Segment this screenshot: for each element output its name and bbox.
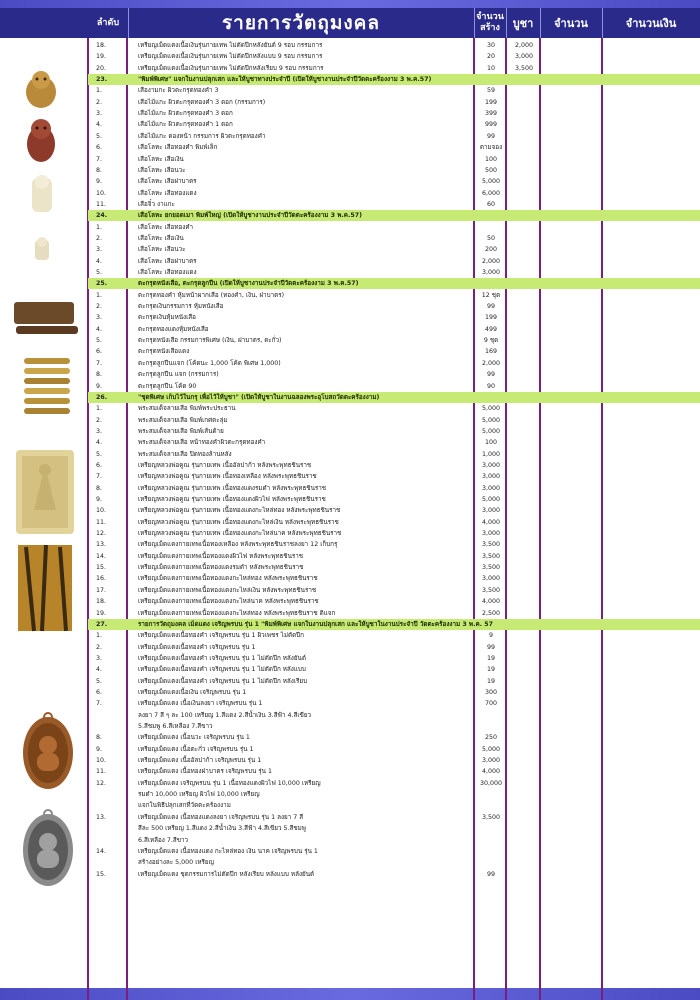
item-description: เหรียญเม็ดแตงเนื้อทองคำ เจริญพรบน รุ่น 1 ไม่ตัดปีก หลังแบบ [138,666,306,674]
item-number: 19. [96,53,107,61]
item-quantity: 3,000 [481,530,501,538]
item-quantity: 2,000 [481,359,501,367]
item-quantity: 2,500 [481,609,501,617]
item-number: 14. [96,847,107,855]
item-description: เสือโลหะ เสือฝาบาตร [138,178,197,186]
item-quantity: 90 [486,382,495,390]
item-description: ตะกรุดทองคำ หุ้มหน้าผากเสือ (ทองคำ, เงิน, ฝาบาตร) [138,291,285,299]
table-row [88,528,700,539]
item-quantity: 19 [486,677,495,685]
item-quantity: 199 [484,314,498,322]
item-number: 13. [96,541,107,549]
item-description: เสือโลหะ เสือทองแดง [138,269,197,276]
item-number: 24. [96,212,108,220]
header-title: รายการวัตถุมงคล [128,8,475,38]
item-description: เหรียญเม็ดแตงเนื้อทองคำ เจริญพรบน รุ่น 1 [138,643,256,651]
item-number: 10. [96,189,107,197]
header-amount: จำนวนเงิน [625,16,677,30]
item-description: เหรียญเม็ดแตงกายเทพเนื้อทองแดงกะไหล่ทอง หลังพระพุทธชินราช ติแจก [138,609,336,617]
table-row [88,846,700,857]
item-description: เหรียญเม็ดแตงเนื้อทองคำ เจริญพรบน รุ่น 1 ผิวเพชร ไม่ตัดปีก [138,632,304,640]
table-row [88,710,700,721]
table-row [88,131,700,142]
table-row [88,119,700,130]
item-quantity: 3,000 [481,473,501,481]
item-description: เสือโลหะ เสือเงิน [138,155,184,163]
item-description: เหรียญเม็ดแตงกายเทพเนื้อทองแดงกะไหล่นาค หลังพระพุทธชินราช [138,598,319,606]
item-quantity: 9 [488,632,493,640]
item-description: ตะกรุดลูกปืนแจก (โค้ดนะ 1,000 โค้ด พิเศษ 1,000) [138,359,281,367]
item-number: 20. [96,64,107,72]
item-description: เหรียญเม็ดแตง เนื้อทองแดงลงยา เจริญพรบน รุ่น 1 ลงยา 7 สี [138,813,304,821]
item-description: เหรียญหลวงพ่อคูณ รุ่นกายเทพ เนื้อทองแดงรมดำ หลังพระพุทธชินราช [138,484,327,492]
table-row [88,800,700,811]
item-quantity: 499 [484,325,498,333]
table-row [88,596,700,607]
table-row [88,199,700,210]
item-description: พระสมเด็จลายเสือ ปิดทองล้านหลัง [138,450,232,458]
item-number: 2. [96,416,103,424]
item-number: 9. [96,496,103,503]
item-description: ตะกรุดเงินกรรมการ หุ้มหนังเสือ [138,303,224,311]
header-number: ลำดับ [88,8,129,38]
table-row [88,869,700,880]
item-number: 3. [96,314,103,322]
table-row [88,85,700,96]
table-row [88,483,700,494]
item-description: เสือไม้แกะ ผิวตะกรุดทองคำ 3 ดอก [138,110,233,118]
item-number: 23. [96,76,108,84]
table-row [88,369,700,380]
table-row [88,789,700,800]
item-description: เสือไม้แกะ ผิวตะกรุดทองคำ 1 ดอก [138,121,233,129]
table-row [88,687,700,698]
item-number: 2. [96,303,103,311]
amulet-image [16,543,74,633]
item-description: เสือไม้แกะ ผิวตะกรุดทองคำ 3 ดอก (กรรมการ) [138,98,266,106]
item-quantity: 3,500 [481,552,501,560]
item-description: รายการวัตถุมงคล เม็ดแตง เจริญพรบน รุ่น 1 "พิมพ์พิเศษ แจกในงานปลุกเสก และให้บูชาในงานประจำปี วัดตะคร้องงาม 3 พ.ค. 57 [138,620,494,628]
table-row [88,608,700,619]
item-number: 2. [96,643,103,651]
item-description: เสือโลหะ เสือทองคำ [138,223,194,231]
item-quantity: ตามจอง [479,144,503,152]
item-description: ตะกรุดทองแดงหุ้มหนังเสือ [138,325,209,333]
table-row [88,312,700,323]
item-description: ลงยา 7 สี ๆ ละ 100 เหรียญ 1.สีแดง 2.สีน้ำเงิน 3.สีฟ้า 4.สีเขียว [138,711,312,719]
table-row [88,778,700,789]
item-quantity: 59 [486,87,495,95]
item-price: 3,000 [514,53,534,61]
item-number: 9. [96,382,103,390]
item-quantity: 100 [484,439,498,447]
section-header-row [88,74,700,85]
item-quantity: 5,000 [481,496,501,503]
table-row [88,346,700,357]
table-row [88,676,700,687]
item-description: เหรียญเม็ดแตง เนื้อเงินลงยา เจริญพรบน รุ่น 1 [138,700,263,708]
table-row [88,358,700,369]
table-row [88,256,700,267]
item-number: 4. [96,121,103,129]
item-quantity: 700 [484,700,498,708]
item-number: 5. [96,450,103,458]
item-quantity: 6,000 [481,189,501,197]
tiger-amulet-image [22,68,60,110]
item-number: 10. [96,507,107,515]
section-header-row [88,210,700,221]
item-description: 6.สีเหลือง 7.สีขาว [138,836,189,844]
item-number: 6. [96,348,103,356]
product-images [0,38,88,1000]
table-header [0,8,700,38]
table-row [88,324,700,335]
item-description: เหรียญเม็ดแตง เนื้อทองฝาบาตร เจริญพรบน รุ่น 1 [138,768,272,776]
item-description: เหรียญเม็ดแตง ชุดกรรมการไม่ตัดปีก หลังเรียบ หลังแบบ หลังยันต์ [138,870,315,878]
item-quantity: 3,500 [481,541,501,549]
table-row [88,460,700,471]
item-quantity: 250 [484,734,498,742]
item-description: เหรียญเม็ดแตงกายเทพเนื้อทองเหลือง หลังพระพุทธชินราชลงยา 12 เก็บกรุ [138,541,338,549]
item-description: เหรียญหลวงพ่อคูณ รุ่นกายเทพ เนื้อทองเหลือง หลังพระพุทธชินราช [138,473,317,481]
item-quantity: 3,000 [481,575,501,583]
table-row [88,188,700,199]
table-row [88,165,700,176]
item-number: 6. [96,461,103,469]
item-number: 17. [96,586,107,594]
item-quantity: 99 [486,643,495,651]
table-row [88,154,700,165]
item-quantity: 1,000 [481,450,501,458]
table-row [88,449,700,460]
item-quantity: 3,000 [481,484,501,492]
section-header-row [88,619,700,630]
item-description: เหรียญเม็ดแตง เนื้อทองแดง กะไหล่ทอง เงิน นาค เจริญพรบน รุ่น 1 [138,847,318,855]
item-description: เสือโลหะ เสือเงิน [138,234,184,242]
tiger-amulet-image [28,172,56,216]
item-description: เหรียญเม็ดแตงกายเทพเนื้อทองแดงกะไหล่ทอง หลังพระพุทธชินราช [138,575,318,583]
item-description: ตะกรุดหนังเสือ, ตะกรุดลูกปืน (เปิดให้บูชางานประจำปีวัดตะคร้องงาม 3 พ.ค.57) [138,280,359,288]
item-number: 15. [96,564,107,572]
table-row [88,267,700,278]
item-quantity: 19 [486,666,495,674]
table-row [88,642,700,653]
item-description: เหรียญเม็ดแตง เนื้ออัลปาก้า เจริญพรบน รุ่น 1 [138,757,262,765]
table-row [88,426,700,437]
item-number: 5. [96,677,103,685]
item-quantity: 3,500 [481,813,501,821]
item-number: 15. [96,870,107,878]
item-description: เหรียญเม็ดแตงกายเทพเนื้อทองแดงผิวไฟ หลังพระพุทธชินราช [138,552,304,560]
table-row [88,630,700,641]
item-quantity: 99 [486,303,495,311]
item-description: เสือโลหะ เสือฝาบาตร [138,257,197,265]
item-description: เสือโลหะ ยกยอดเมา พิมพ์ใหญ่ (เปิดให้บูชางานประจำปีวัดตะคร้องงาม 3 พ.ค.57) [138,212,362,220]
item-quantity: 500 [484,166,498,174]
item-quantity: 5,000 [481,405,501,413]
item-description: เหรียญหลวงพ่อคูณ รุ่นกายเทพ เนื้อทองแดงกะไหล่ทอง หลังพระพุทธชินราช [138,507,341,515]
item-quantity: 60 [486,200,495,208]
item-description: สร้างอย่างละ 5,000 เหรียญ [138,859,214,867]
item-description: พระสมเด็จลายเสือ หน้าทองคำผิวตะกรุดทองคำ [138,439,266,447]
item-description: เหรียญเม็ดแตง เนื้อตะกั่ว เจริญพรบน รุ่น 1 [138,745,254,753]
item-number: 10. [96,757,107,765]
item-quantity: 99 [486,371,495,379]
item-quantity: 4,000 [481,598,501,606]
table-row [88,335,700,346]
table-row [88,301,700,312]
table-row [88,97,700,108]
item-quantity: 5,000 [481,427,501,435]
item-description: เหรียญเม็ดแตงเนื้อทองคำ เจริญพรบน รุ่น 1 ไม่ตัดปีก หลังเรียบ [138,677,308,685]
table-row [88,732,700,743]
item-number: 1. [96,223,103,231]
item-number: 26. [96,393,108,401]
item-quantity: 300 [484,688,498,696]
item-quantity: 3,500 [481,586,501,594]
item-number: 6. [96,688,103,696]
item-number: 8. [96,734,103,742]
item-quantity: 99 [486,132,495,140]
item-description: เสือไม้แกะ ตองหน้า กรรมการ ผิวตะกรุดทองคำ [138,132,266,140]
item-description: เหรียญเม็ดแตง เนื้อนวะ เจริญพรบน รุ่น 1 [138,734,250,742]
item-quantity: 19 [486,654,495,662]
item-description: เหรียญเม็ดแตงกายเทพเนื้อทองแดงรมดำ หลังพระพุทธชินราช [138,564,304,572]
item-number: 8. [96,484,103,492]
item-quantity: 10 [486,64,495,72]
item-number: 4. [96,325,103,333]
item-number: 1. [96,632,103,640]
item-number: 1. [96,291,103,299]
item-quantity: 9 ชุด [483,337,499,345]
item-number: 14. [96,552,107,560]
item-description: เหรียญหลวงพ่อคูณ รุ่นกายเทพ เนื้ออัลปาก้า หลังพระพุทธชินราช [138,461,312,469]
bottom-border [0,988,700,1000]
table-row [88,415,700,426]
item-number: 1. [96,87,103,95]
item-description: เหรียญเม็ดแตงกายเทพเนื้อทองแดงกะไหล่เงิน หลังพระพุทธชินราช [138,586,317,594]
item-description: เหรียญหลวงพ่อคูณ รุ่นกายเทพ เนื้อทองแดงผิวไฟ หลังพระพุทธชินราช [138,496,326,503]
item-description: ตะกรุดเงินหุ้มหนังเสือ [138,314,196,322]
header-count: จำนวน [540,8,603,38]
item-number: 8. [96,371,103,379]
item-number: 5. [96,337,103,345]
item-number: 4. [96,257,103,265]
item-quantity: 4,000 [481,518,501,526]
item-quantity: 30 [486,42,495,49]
item-number: 11. [96,200,107,208]
table-row [88,585,700,596]
item-description: ตะกรุดลูกปืน แจก (กรรมการ) [138,371,219,379]
table-row [88,40,700,51]
item-price: 2,000 [514,42,534,49]
item-quantity: 5,000 [481,178,501,186]
table-row [88,664,700,675]
item-number: 12. [96,779,107,787]
item-description: เหรียญหลวงพ่อคูณ รุ่นกายเทพ เนื้อทองแดงกะไหล่นาค หลังพระพุทธชินราช [138,530,342,538]
table-row [88,573,700,584]
table-row [88,517,700,528]
item-number: 5. [96,269,103,276]
item-description: เหรียญเม็ดแตงเนื้อเงิน เจริญพรบน รุ่น 1 [138,688,247,696]
item-quantity: 399 [484,110,498,118]
item-number: 2. [96,234,103,242]
table-row [88,437,700,448]
item-quantity: 200 [484,246,498,254]
somdej-amulet-image [14,448,76,536]
table-row [88,721,700,732]
table-row [88,244,700,255]
item-description: เสือโลหะ เสือทองคำ พิมพ์เล็ก [138,144,218,152]
item-number: 18. [96,42,107,49]
item-quantity: 5,000 [481,745,501,753]
table-row [88,233,700,244]
item-quantity: 3,000 [481,507,501,515]
item-number: 12. [96,530,107,538]
item-description: แจกในพิธีปลุกเสกที่วัดตะคร้องงาม [138,802,231,810]
item-description: รมดำ 10,000 เหรียญ ผิวไฟ 10,000 เหรียญ [138,791,260,799]
table-row [88,403,700,414]
table-row [88,142,700,153]
item-number: 9. [96,178,103,186]
table-row [88,653,700,664]
header-price: บูชา [506,8,541,38]
item-number: 3. [96,654,103,662]
item-description: พระสมเด็จลายเสือ พิมพ์พระประธาน [138,405,236,413]
item-description: พระสมเด็จลายเสือ พิมพ์เกศตะลุ่ม [138,416,228,424]
item-description: "ชุดพิเศษ เก็บไว้ในกรุ เพื่อไว้ให้บูชา" (เปิดให้บูชาในงานฉลองพระอุโบสถวัดตะคร้องงาม) [138,393,380,401]
section-header-row [88,278,700,289]
item-number: 7. [96,700,103,708]
item-description: เหรียญเม็ดแตงเนื้อเงินรุ่นกายเทพ ไม่ตัดปีกหลังแบบ 9 รอบ กรรมการ [138,53,323,61]
table-row [88,505,700,516]
table-row [88,835,700,846]
table-row [88,381,700,392]
section-header-row [88,392,700,403]
silver-coin-image [20,808,76,888]
table-row [88,51,700,62]
item-number: 2. [96,98,103,106]
item-description: เหรียญเม็ดแตงเนื้อเงินรุ่นกายเทพ ไม่ตัดปีกหลังเรียบ 9 รอบ กรรมการ [138,64,324,72]
table-row [88,108,700,119]
table-row [88,551,700,562]
table-row [88,539,700,550]
table-row [88,766,700,777]
item-number: 11. [96,518,107,526]
table-row [88,290,700,301]
item-number: 5. [96,132,103,140]
item-number: 13. [96,813,107,821]
item-description: ตะกรุดหนังเสือ กรรมการพิเศษ (เงิน, ฝาบาตร, ตะกั่ว) [138,337,282,345]
item-quantity: 3,000 [481,269,501,276]
item-quantity: 5,000 [481,416,501,424]
item-description: ตะกรุดลูกปืน โค้ด 90 [138,382,197,390]
table-row [88,698,700,709]
header-quantity: จำนวน สร้าง [474,8,507,38]
item-number: 25. [96,280,108,288]
takrut-image [10,300,82,420]
item-number: 6. [96,144,103,152]
item-description: 5.สีชมพู 6.สีเหลือง 7.สีขาว [138,723,213,730]
item-description: พระสมเด็จลายเสือ พิมพ์เส้นด้าย [138,427,224,435]
item-number: 7. [96,155,103,163]
item-description: เหรียญเม็ดแตงเนื้อทองคำ เจริญพรบน รุ่น 1 ไม่ตัดปีก หลังยันต์ [138,654,306,662]
item-number: 7. [96,359,103,367]
item-quantity: 12 ชุด [481,291,501,299]
item-quantity: 2,000 [481,257,501,265]
item-number: 4. [96,439,103,447]
item-quantity: 3,000 [481,757,501,765]
table-row [88,176,700,187]
item-description: สีละ 500 เหรียญ 1.สีแดง 2.สีน้ำเงิน 3.สีฟ้า 4.สีเขียว 5.สีชมพู [138,825,306,833]
item-number: 27. [96,620,108,628]
item-description: เหรียญหลวงพ่อคูณ รุ่นกายเทพ เนื้อทองแดงกะไหล่เงิน หลังพระพุทธชินราช [138,518,339,526]
item-price: 3,500 [514,64,534,72]
item-description: "พิมพ์พิเศษ" แจกในงานปลุกเสก และให้บูชาทางประจำปี (เปิดให้บูชางานประจำปีวัดตะคร้องงาม 3 พ.ค.57) [138,76,432,84]
item-quantity: 169 [484,348,498,356]
table-row [88,755,700,766]
item-number: 16. [96,575,107,583]
item-quantity: 4,000 [481,768,501,776]
item-description: เสือโลหะ เสือทองแดง [138,189,197,197]
item-number: 9. [96,745,103,753]
table-row [88,857,700,868]
item-description: เสือโลหะ เสือนวะ [138,246,186,254]
item-quantity: 30,000 [479,779,503,787]
item-quantity: 20 [486,53,495,61]
item-number: 7. [96,473,103,481]
item-quantity: 999 [484,121,498,129]
item-quantity: 99 [486,870,495,878]
item-number: 19. [96,609,107,617]
table-row [88,812,700,823]
table-row [88,744,700,755]
item-number: 3. [96,110,103,118]
item-quantity: 3,000 [481,461,501,469]
item-description: ตะกรุดหนังเสือแดง [138,348,190,356]
item-quantity: 3,500 [481,564,501,572]
item-description: เสืองามกะ ผิวตะกรุดทองคำ 3 [138,87,219,95]
copper-coin-image [20,711,76,791]
item-number: 1. [96,405,103,413]
item-number: 3. [96,246,103,254]
item-number: 3. [96,427,103,435]
table-row [88,471,700,482]
item-quantity: 199 [484,98,498,106]
table-row [88,562,700,573]
table-row [88,823,700,834]
item-quantity: 100 [484,155,498,163]
item-number: 11. [96,768,107,776]
item-number: 4. [96,666,103,674]
item-description: เสือจิ๋ว งาแกะ [138,200,175,208]
table-row [88,63,700,74]
tiger-amulet-image [33,236,51,262]
table-row [88,222,700,233]
tiger-amulet-image [24,116,58,164]
item-number: 8. [96,166,103,174]
item-quantity: 50 [486,234,495,242]
item-description: เสือโลหะ เสือนวะ [138,166,186,174]
table-row [88,494,700,505]
item-number: 18. [96,598,107,606]
item-description: เหรียญเม็ดแตง เจริญพรบน รุ่น 1 เนื้อทองแดงผิวไฟ 10,000 เหรียญ [138,779,321,787]
item-description: เหรียญเม็ดแตงเนื้อเงินรุ่นกายเทพ ไม่ตัดปีกหลังยันต์ 9 รอบ กรรมการ [138,42,323,49]
